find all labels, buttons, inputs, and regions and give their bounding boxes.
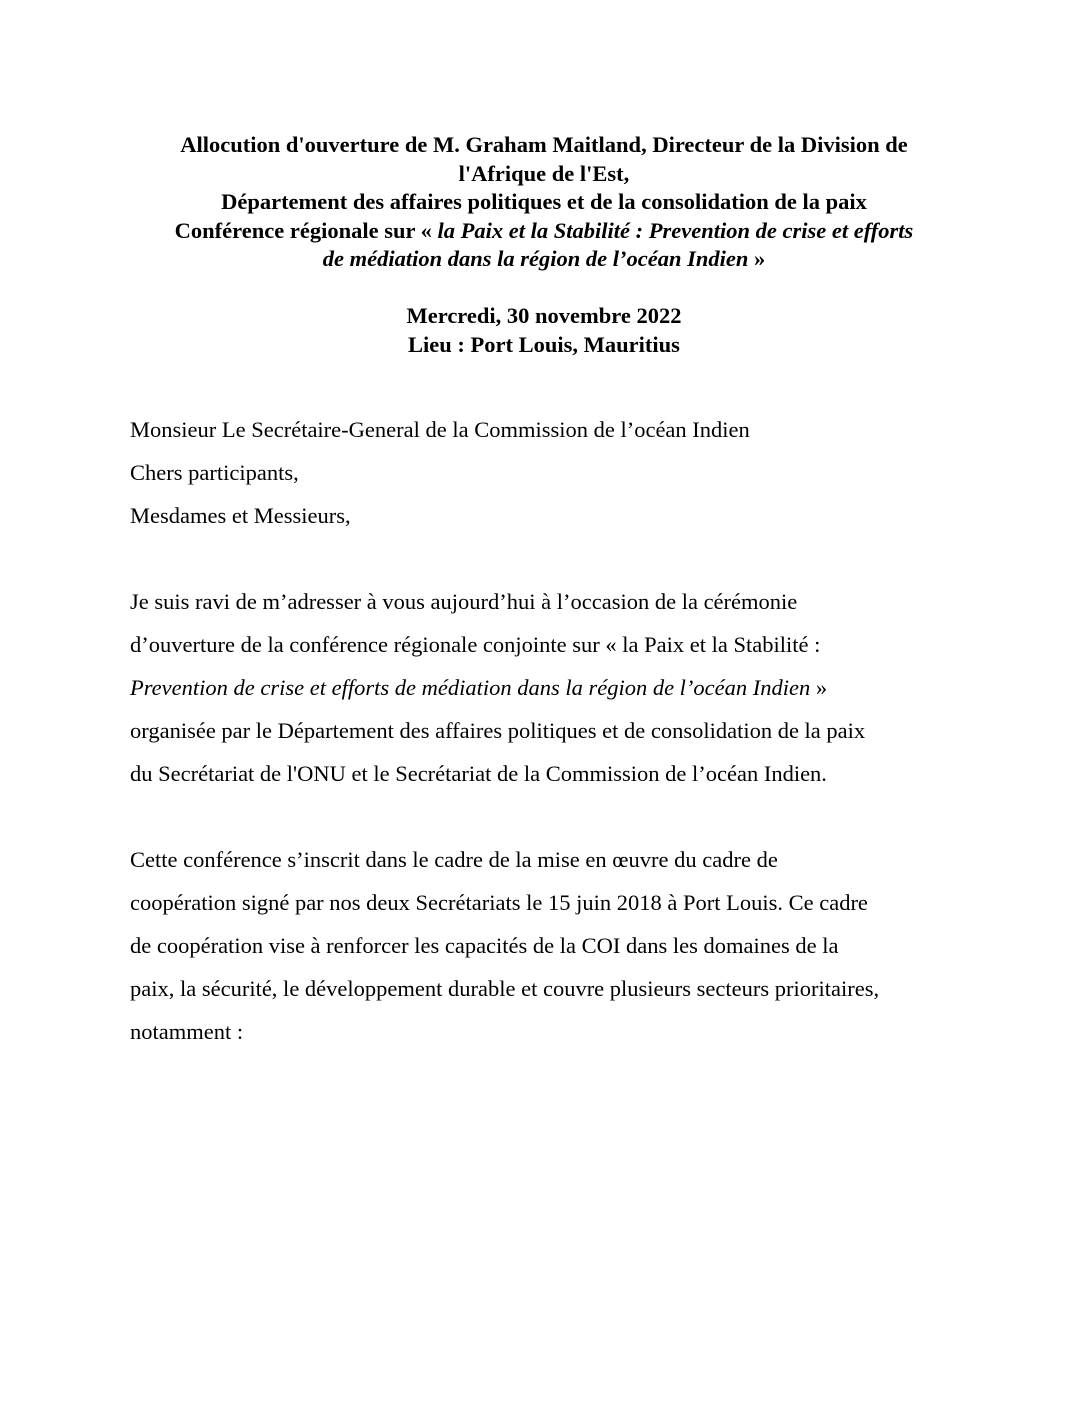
- paragraph-1-line-3-italic: Prevention de crise et efforts de médiation dans la région de l’océan Indien: [130, 675, 811, 700]
- title-line-2: l'Afrique de l'Est,: [458, 160, 630, 186]
- paragraph-2-line-2: coopération signé par nos deux Secrétariats le 15 juin 2018 à Port Louis. Ce cadre: [130, 890, 868, 915]
- title-line-4-italic: la Paix et la Stabilité : Prevention de crise et efforts: [437, 217, 914, 243]
- salutation-participants: Chers participants,: [130, 460, 299, 485]
- title-line-4: [100, 217, 988, 246]
- paragraph-2-line-4: paix, la sécurité, le développement durable et couvre plusieurs secteurs prioritaires,: [130, 976, 880, 1001]
- event-date: Mercredi, 30 novembre 2022: [406, 303, 682, 328]
- speech-title: [100, 131, 988, 274]
- paragraph-1-line-1: Je suis ravi de m’adresser à vous aujourd’hui à l’occasion de la cérémonie: [130, 589, 798, 614]
- paragraph-1-line-3-suffix: »: [810, 675, 828, 700]
- title-line-3: Département des affaires politiques et de la consolidation de la paix: [221, 189, 867, 214]
- paragraph-1-line-5: du Secrétariat de l'ONU et le Secrétariat de la Commission de l’océan Indien.: [130, 761, 827, 786]
- event-details: [100, 302, 988, 359]
- salutation-secretary-general: Monsieur Le Secrétaire-General de la Commission de l’océan Indien: [130, 417, 750, 442]
- paragraph-2-line-5: notamment :: [130, 1019, 244, 1044]
- title-line-4-prefix: Conférence régionale sur «: [174, 217, 438, 243]
- paragraph-2-line-1: Cette conférence s’inscrit dans le cadre de la mise en œuvre du cadre de: [130, 847, 778, 872]
- paragraph-2-line-3: de coopération vise à renforcer les capacités de la COI dans les domaines de la: [130, 933, 839, 958]
- paragraph-1-line-3: [130, 674, 827, 702]
- paragraph-1-line-2: d’ouverture de la conférence régionale conjointe sur « la Paix et la Stabilité :: [130, 632, 821, 657]
- title-line-5-italic: de médiation dans la région de l’océan Indien: [322, 246, 749, 271]
- event-venue: Lieu : Port Louis, Mauritius: [408, 331, 680, 357]
- title-line-5-suffix: »: [748, 246, 766, 271]
- paragraph-1-line-4: organisée par le Département des affaires politiques et de consolidation de la paix: [130, 718, 866, 743]
- title-line-1: Allocution d'ouverture de M. Graham Maitland, Directeur de la Division de: [180, 132, 908, 157]
- title-line-5: [100, 245, 988, 274]
- salutation-ladies-gentlemen: Mesdames et Messieurs,: [130, 503, 351, 528]
